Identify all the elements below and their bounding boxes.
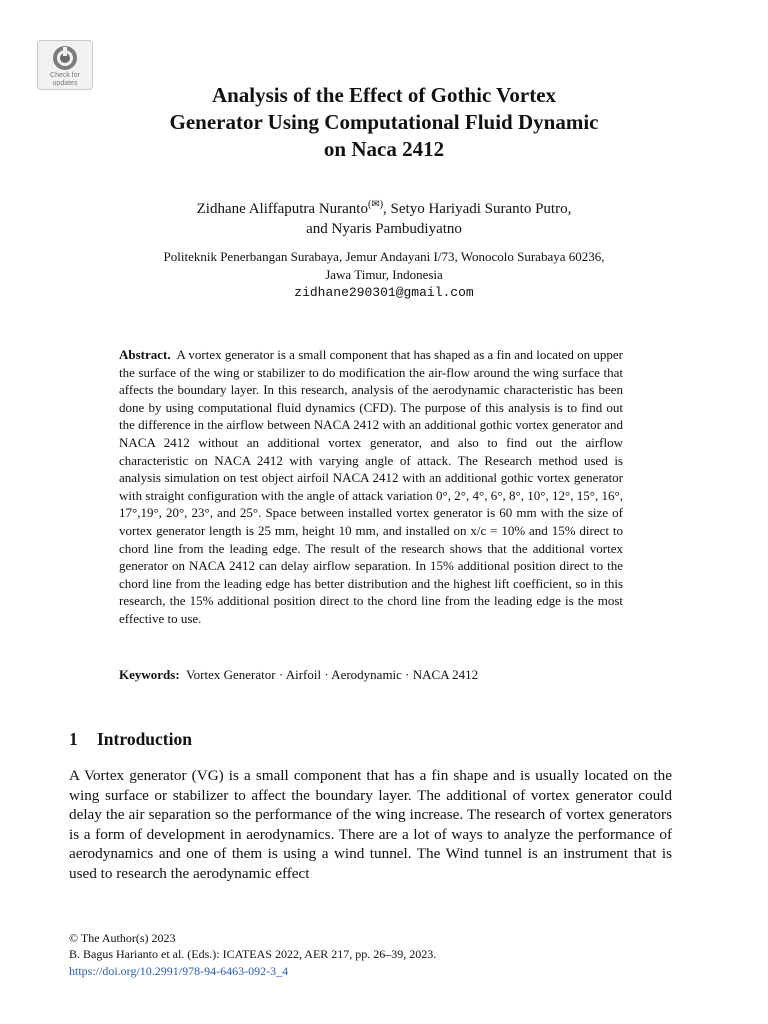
badge-label-line2: updates bbox=[52, 80, 78, 87]
check-for-updates-badge[interactable] bbox=[37, 40, 93, 90]
paper-title bbox=[100, 82, 668, 163]
affiliation-line1: Politeknik Penerbangan Surabaya, Jemur Andayani I/73, Wonocolo Surabaya 60236, bbox=[163, 249, 605, 264]
title-line2: Generator Using Computational Fluid Dynamic bbox=[169, 110, 599, 134]
badge-label-line1: Check for bbox=[50, 72, 80, 79]
section-heading bbox=[69, 728, 192, 750]
affiliation-line2: Jawa Timur, Indonesia bbox=[325, 267, 443, 282]
author-line1-start: Zidhane Aliffaputra Nuranto bbox=[196, 201, 368, 217]
badge-label bbox=[45, 72, 85, 88]
author-list bbox=[100, 195, 668, 239]
footer bbox=[69, 930, 689, 979]
title-line1: Analysis of the Effect of Gothic Vortex bbox=[211, 83, 557, 107]
mail-icon[interactable]: (✉) bbox=[367, 199, 384, 210]
keywords-text: Vortex Generator · Airfoil · Aerodynamic · NACA 2412 bbox=[185, 667, 479, 682]
introduction-paragraph: A Vortex generator (VG) is a small component that has a fin shape and is usually located on the wing surface or stabilizer to affect the boundary layer. The additional of vortex generator could delay the air separation so the performance of the wing increase. The research of vortex generators is a form of development in aerodynamics. There are a lot of ways to analyze the performance of aerodynamics and one of them is using a wind tunnel. The Wind tunnel is an instrument that is used to research the aerodynamic effect bbox=[69, 767, 672, 882]
corresponding-email[interactable]: zidhane290301@gmail.com bbox=[294, 285, 474, 300]
doi-link[interactable]: https://doi.org/10.2991/978-94-6463-092-3_4 bbox=[69, 963, 289, 978]
author-line2: and Nyaris Pambudiyatno bbox=[306, 221, 462, 237]
abstract bbox=[119, 346, 623, 628]
abstract-label: Abstract. bbox=[119, 347, 171, 362]
author-line1-end: , Setyo Hariyadi Suranto Putro, bbox=[383, 201, 572, 217]
section-title: Introduction bbox=[97, 729, 192, 749]
citation-line: B. Bagus Harianto et al. (Eds.): ICATEAS 2022, AER 217, pp. 26–39, 2023. bbox=[69, 947, 437, 962]
affiliation bbox=[90, 248, 678, 284]
abstract-text: A vortex generator is a small component that has shaped as a fin and located on upper the surface of the wing or stabilizer to do modification the air-flow around the wing surface that affects the boundary layer. In this research, analysis of the aerodynamic characteristic has been done by using computational fluid dynamics (CFD). The purpose of this analysis is to find out the difference in the airflow between NACA 2412 with an additional gothic vortex generator and NACA 2412 without an additional vortex generator, and also to find out the airflow characteristic on NACA 2412 with varying angle of attack. The Research method used is analysis simulation on test object airfoil NACA 2412 with an additional gothic vortex generator with straight configuration with the angle of attack variation 0°, 2°, 4°, 6°, 8°, 10°, 12°, 15°, 16°, 17°,19°, 20°, 23°, and 25°. Space between installed vortex generator is 60 mm with the size of vortex generator length is 25 mm, height 10 mm, and installed on x/c = 10% and 15% direct to chord line from the leading edge. The result of the research shows that the additional vortex generator on NACA 2412 can delay airflow separation. In 15% additional position direct to the chord line from the leading edge has better distribution and the highest lift coefficient, so in this research, the 15% additional position direct to the chord line from the leading edge is the most effective to use. bbox=[119, 347, 623, 626]
keywords-label: Keywords: bbox=[119, 667, 180, 682]
title-line3: on Naca 2412 bbox=[323, 137, 445, 161]
copyright-notice: © The Author(s) 2023 bbox=[69, 931, 176, 945]
keywords bbox=[119, 666, 639, 684]
check-for-updates-icon bbox=[52, 45, 78, 71]
section-number: 1 bbox=[69, 729, 78, 749]
